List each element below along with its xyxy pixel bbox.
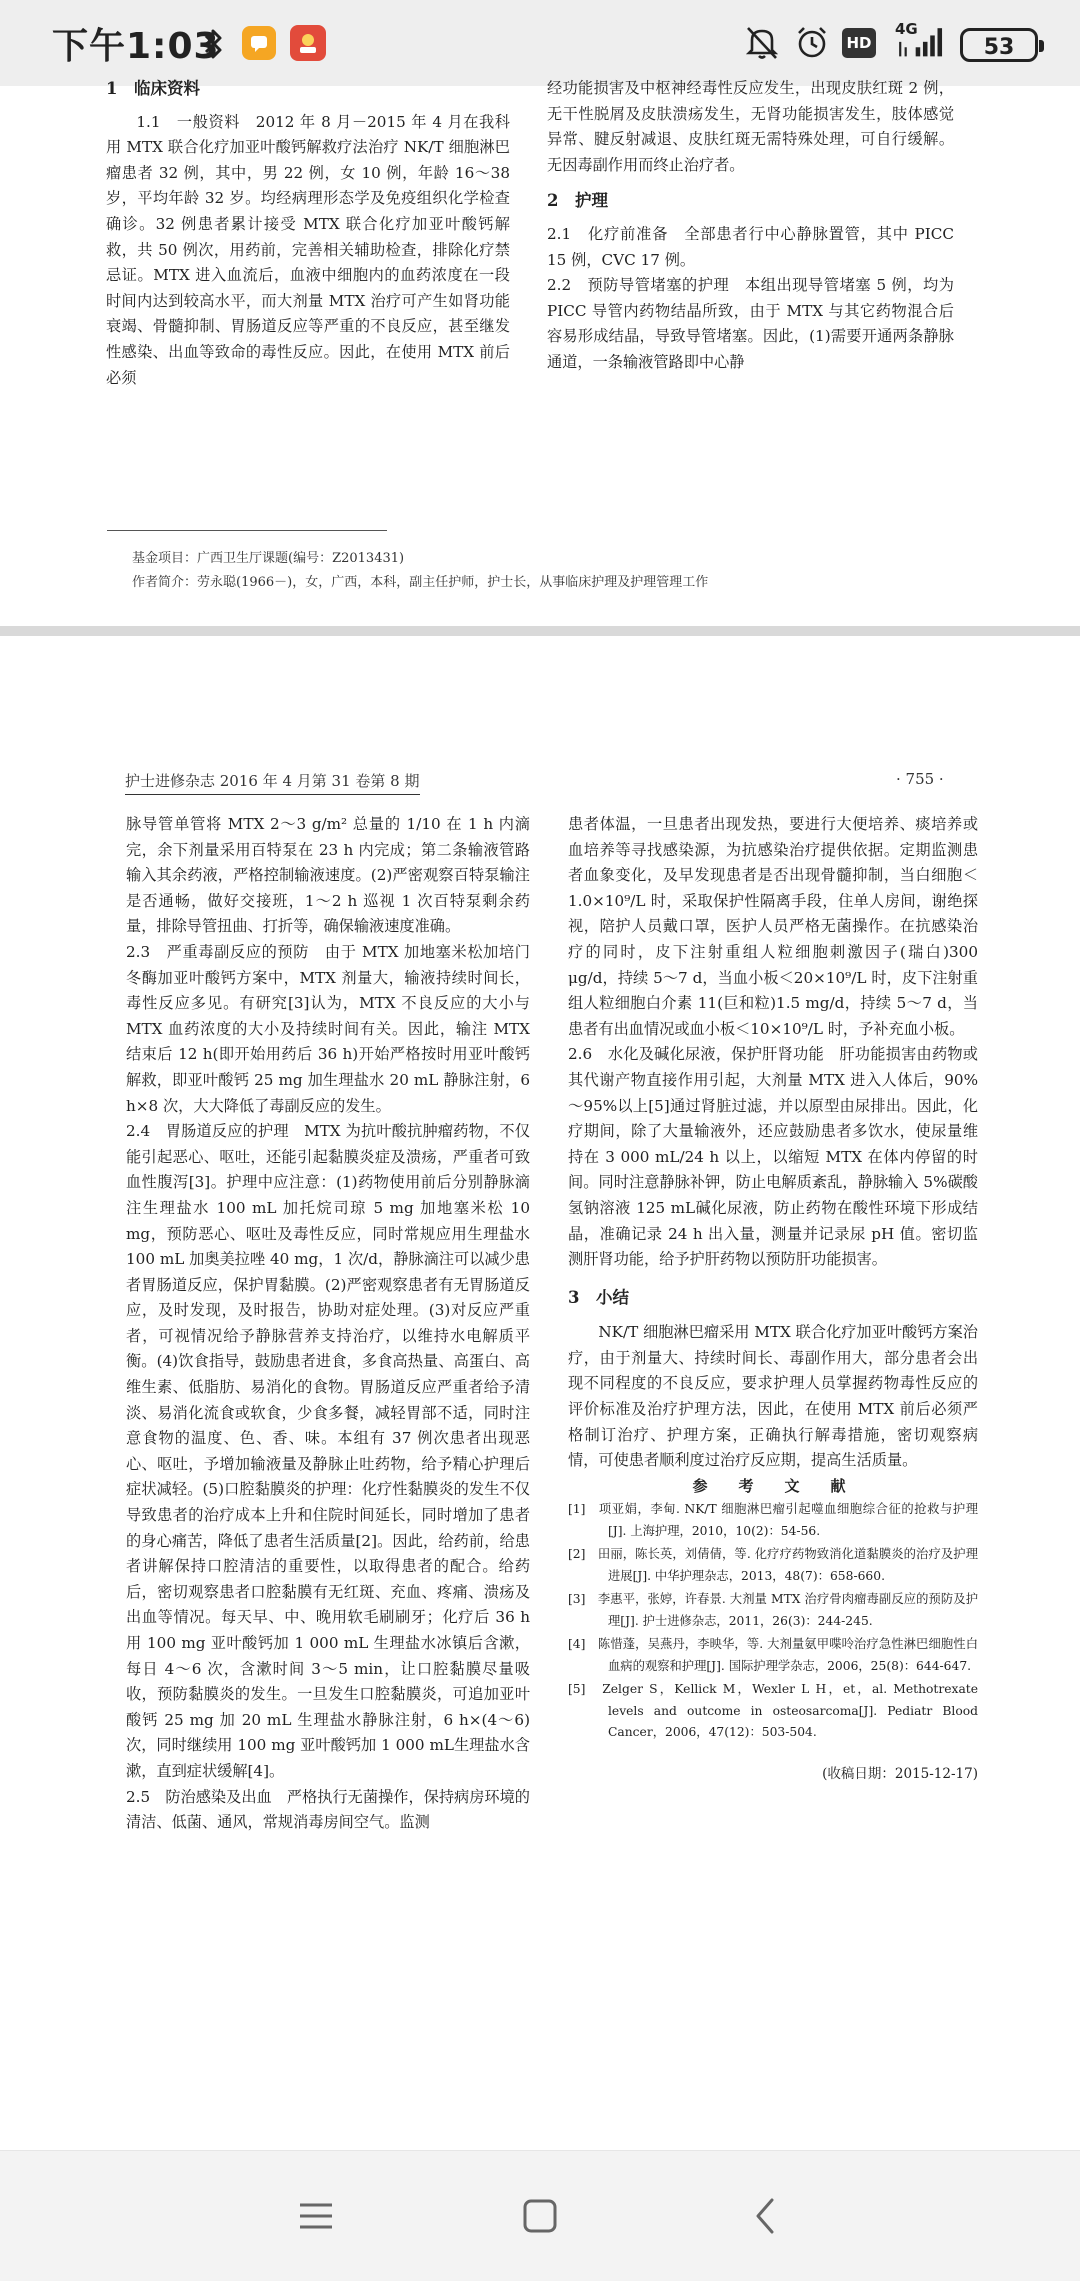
battery-icon: 53 [960, 28, 1038, 62]
reference-list [568, 1499, 978, 1744]
fund-note: 基金项目：广西卫生厅课题(编号：Z2013431) [132, 551, 405, 566]
status-bar [0, 0, 1080, 86]
hd-icon: HD [842, 28, 876, 58]
home-icon [520, 2196, 560, 2236]
journal-header: 护士进修杂志 2016 年 4 月第 31 卷第 8 期 [125, 770, 420, 795]
paragraph: 患者体温，一旦患者出现发热，要进行大便培养、痰培养或血培养等寻找感染源，为抗感染治疗提供依据。定期监测患者血象变化，及早发现患者是否出现骨髓抑制，当白细胞＜1.0×10⁹/L 时，采取保护性隔离手段，住单人房间，谢绝探视，陪护人员戴口罩，医护人员严格无菌操作。在抗感染治疗的同时，皮下注射重组人粒细胞刺激因子(瑞白)300 μg/d，持续 5～7 d，当血小板＜20×10⁹/L 时，皮下注射重组人粒细胞白介素 11(巨和粒)1.5 mg/d，持续 5～7 d，当患者有出血情况或血小板＜10×10⁹/L 时，予补充血小板。 [568, 815, 978, 1038]
reference-item: [2] 田丽，陈长英，刘倩倩，等. 化疗疗药物致消化道黏膜炎的治疗及护理进展[J]. 中华护理杂志，2013，48(7)：658-660. [568, 1547, 978, 1583]
menu-button[interactable] [286, 2191, 346, 2241]
paragraph: 2.6 水化及碱化尿液，保护肝肾功能 肝功能损害由药物或其代谢产物直接作用引起，大剂量 MTX 进入人体后，90%～95%以上[5]通过肾脏过滤，并以原型由尿排出。因此，化疗期间，除了大量输液外，还应鼓励患者多饮水，使尿量维持在 3 000 mL/24 h 以上，以缩短 MTX 在体内停留的时间。同时注意静脉补钾，防止电解质紊乱，静脉输入 5%碳酸氢钠溶液 125 mL碱化尿液，防止药物在酸性环境下形成结晶，准确记录 24 h 出入量，测量并记录尿 pH 值。密切监测肝肾功能，给予护肝药物以预防肝功能损害。 [568, 1045, 978, 1269]
page-number: · 755 · [896, 770, 944, 788]
paragraph: 1.1 一般资料 2012 年 8 月－2015 年 4 月在我科用 MTX 联合化疗加亚叶酸钙解救疗法治疗 NK/T 细胞淋巴瘤患者 32 例，其中，男 22 例，女 10 例，年龄 16～38 岁，平均年龄 32 岁。均经病理形态学及免疫组织化学检查确诊。32 例患者累计接受 MTX 联合化疗加亚叶酸钙解救，共 50 例次，用药前，完善相关辅助检查，排除化疗禁忌证。MTX 进入血流后，血液中细胞内的血药浓度在一段时间内达到较高水平，而大剂量 MTX 治疗可产生如肾功能衰竭、骨髓抑制、胃肠道反应等严重的不良反应，甚至继发性感染、出血等致命的毒性反应。因此，在使用 MTX 前后必须 [106, 112, 510, 387]
received-date: (收稿日期：2015-12-17) [822, 1765, 978, 1782]
signal-icon [895, 20, 950, 60]
right-column [568, 812, 978, 1788]
paragraph: 2.5 防治感染及出血 严格执行无菌操作，保持病房环境的清洁、低菌、通风，常规消毒房间空气。监测 [126, 1787, 530, 1832]
reference-item: [5] Zelger S，Kellick M，Wexler L H，et，al. Methotrexate levels and outcome in osteosarcoma[J]. Pediatr Blood Cancer，2006，47(12)：503-504. [568, 1682, 978, 1740]
paragraph: 经功能损害及中枢神经毒性反应发生，出现皮肤红斑 2 例，无干性脱屑及皮肤溃疡发生，无肾功能损害发生，肢体感觉异常、腱反射减退、皮肤红斑无需特殊处理，可自行缓解。无因毒副作用而终止治疗者。 [547, 79, 954, 174]
paragraph: 2.4 胃肠道反应的护理 MTX 为抗叶酸抗肿瘤药物，不仅能引起恶心、呕吐，还能引起黏膜炎症及溃疡，严重者可致血性腹泻[3]。护理中应注意：(1)药物使用前后分别静脉滴注生理盐水 100 mL 加托烷司琼 5 mg 加地塞米松 10 mg，预防恶心、呕吐及毒性反应，同时常规应用生理盐水 100 mL 加奥美拉唑 40 mg，1 次/d，静脉滴注可以减少患者胃肠道反应，保护胃黏膜。(2)严密观察患者有无胃肠道反应，及时发现，及时报告，协助对症处理。(3)对反应严重者，可视情况给予静脉营养支持治疗，以维持水电解质平衡。(4)饮食指导，鼓励患者进食，多食高热量、高蛋白、高维生素、低脂肪、易消化的食物。胃肠道反应严重者给予清淡、易消化流食或软食，少食多餐，减轻胃部不适，同时注意食物的温度、色、香、味。本组有 37 例次患者出现恶心、呕吐，予增加输液量及静脉止吐药物，给予精心护理后症状减轻。(5)口腔黏膜炎的护理：化疗性黏膜炎的发生不仅导致患者的治疗成本上升和住院时间延长，同时增加了患者的身心痛苦，降低了患者生活质量[2]。因此，给药前，给患者讲解保持口腔清洁的重要性，以取得患者的配合。给药后，密切观察患者口腔黏膜有无红斑、充血、疼痛、溃疡及出血等情况。每天早、中、晚用软毛刷刷牙；化疗后 36 h 用 100 mg 亚叶酸钙加 1 000 mL 生理盐水冰镇后含漱，每日 4～6 次，含漱时间 3～5 min，让口腔黏膜尽量吸收，预防黏膜炎的发生。一旦发生口腔黏膜炎，可追加亚叶酸钙 25 mg 加 20 mL 生理盐水静脉注射，6 h×(4～6)次，同时继续用 100 mg 亚叶酸钙加 1 000 mL生理盐水含漱，直到症状缓解[4]。 [126, 1122, 530, 1780]
right-column [547, 76, 954, 376]
back-icon [750, 2196, 780, 2236]
section-heading: 3 小结 [568, 1287, 629, 1307]
paragraph: 2.3 严重毒副反应的预防 由于 MTX 加地塞米松加培门冬酶加亚叶酸钙方案中，MTX 剂量大，输液持续时间长，毒性反应多见。有研究[3]认为，MTX 不良反应的大小与 MTX 血药浓度的大小及持续时间有关。因此，输注 MTX 结束后 12 h(即开始用药后 36 h)开始严格按时用亚叶酸钙解救，即亚叶酸钙 25 mg 加生理盐水 20 mL 静脉注射，6 h×8 次，大大降低了毒副反应的发生。 [126, 942, 530, 1115]
paragraph: 脉导管单管将 MTX 2～3 g/m² 总量的 1/10 在 1 h 内滴完，余下剂量采用百特泵在 23 h 内完成；第二条输液管路输入其余药液，严格控制输液速度。(2)严密观察百特泵输注是否通畅，做好交接班，1～2 h 巡视 1 次百特泵剩余药量，排除导管扭曲、打折等，确保输液速度准确。 [126, 815, 530, 936]
app-notification-icon [290, 25, 326, 61]
document-page [0, 636, 1080, 2150]
alarm-icon [792, 22, 832, 62]
paragraph: NK/T 细胞淋巴瘤采用 MTX 联合化疗加亚叶酸钙方案治疗，由于剂量大、持续时间长、毒副作用大，部分患者会出现不同程度的不良反应，要求护理人员掌握药物毒性反应的评价标准及治疗护理方法，因此，在使用 MTX 前后必须严格制订治疗、护理方案，正确执行解毒措施，密切观察病情，可使患者顺利度过治疗反应期，提高生活质量。 [568, 1323, 978, 1470]
reference-item: [1] 项亚娟，李甸. NK/T 细胞淋巴瘤引起噬血细胞综合征的抢救与护理[J]. 上海护理，2010，10(2)：54-56. [568, 1502, 978, 1538]
section-heading: 2 护理 [547, 191, 608, 211]
menu-icon [296, 2199, 336, 2233]
page-separator [0, 626, 1080, 636]
document-page-upper [0, 79, 1080, 626]
network-type: 4G [895, 20, 918, 38]
left-column [126, 812, 530, 1836]
app-notification-icon [242, 26, 276, 60]
home-button[interactable] [510, 2191, 570, 2241]
section-heading: 1 临床资料 [106, 79, 200, 98]
navigation-bar [0, 2150, 1080, 2281]
paragraph: 2.1 化疗前准备 全部患者行中心静脉置管，其中 PICC 15 例，CVC 17 例。 [547, 224, 954, 269]
reference-item: [4] 陈惜蓬，吴燕丹，李映华，等. 大剂量氨甲喋呤治疗急性淋巴细胞性白血病的观察和护理[J]. 国际护理学杂志，2006，25(8)：644-647. [568, 1637, 978, 1673]
references-title: 参 考 文 献 [692, 1476, 854, 1495]
clock: 下午1:03 [52, 26, 220, 67]
back-button[interactable] [735, 2191, 795, 2241]
author-note: 作者简介：劳永聪(1966－)，女，广西，本科，副主任护师，护士长，从事临床护理及护理管理工作 [132, 575, 709, 590]
left-column [106, 76, 510, 391]
bluetooth-icon [200, 24, 228, 64]
paragraph: 2.2 预防导管堵塞的护理 本组出现导管堵塞 5 例，均为 PICC 导管内药物结晶所致，由于 MTX 与其它药物混合后容易形成结晶，导致导管堵塞。因此，(1)需要开通两条静脉通道，一条输液管路即中心静 [547, 276, 954, 371]
mute-icon [742, 22, 782, 62]
reference-item: [3] 李惠平，张婷，许春景. 大剂量 MTX 治疗骨肉瘤毒副反应的预防及护理[J]. 护士进修杂志，2011，26(3)：244-245. [568, 1592, 978, 1628]
footnote-rule [107, 530, 387, 531]
